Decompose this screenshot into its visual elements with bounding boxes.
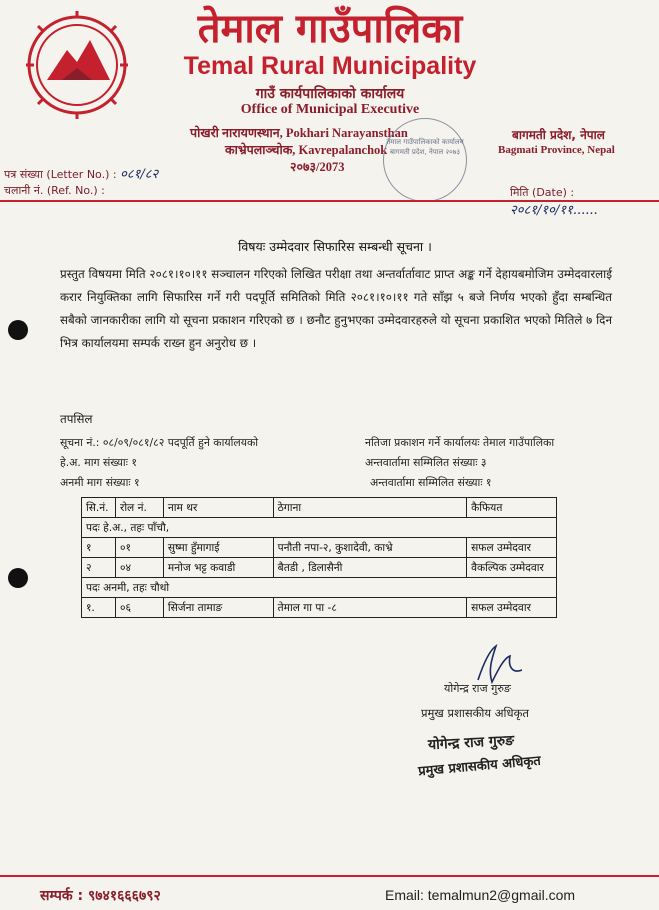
signatory-name: योगेन्द्र राज गुरुङ (444, 682, 511, 695)
stamp-text: तेमाल गाउँपालिकाको कार्यालय बागमती प्रदेश, नेपाल २०७३ (386, 138, 464, 156)
group-ha: पदः हे.अ., तहः पाँचौ, (82, 518, 557, 538)
municipality-title-english: Temal Rural Municipality (183, 52, 477, 80)
province-english: Bagmati Province, Nepal (498, 144, 615, 156)
date-value: २०८१/१०/११...... (510, 203, 598, 218)
result-publishing-office: नतिजा प्रकाशन गर्ने कार्यालयः तेमाल गाउँपालिका (365, 436, 555, 449)
established-year: २०७३/2073 (290, 160, 345, 174)
cell-serial: १. (82, 598, 116, 618)
group-anami: पदः अनमी, तहः चौथो (82, 578, 557, 598)
cell-serial: २ (82, 558, 116, 578)
cell-name: सिर्जना तामाङ (163, 598, 273, 618)
table-row (82, 538, 557, 558)
cell-address: पनौती नपा-२, कुशादेवी, काभ्रे (273, 538, 466, 558)
date-label: मिति (Date) : (510, 186, 575, 199)
footer-divider (0, 875, 659, 877)
cell-remarks: सफल उम्मेदवार (467, 538, 557, 558)
municipality-title-nepali: तेमाल गाउँपालिका (197, 5, 463, 52)
header-roll: रोल नं. (115, 498, 163, 518)
office-title-english: Office of Municipal Executive (240, 102, 420, 117)
header-remarks: कैफियत (467, 498, 557, 518)
candidate-table (81, 497, 557, 618)
subject-line: विषयः उम्मेदवार सिफारिस सम्बन्धी सूचना । (238, 239, 432, 254)
header-serial: सि.नं. (82, 498, 116, 518)
letter-number-label: पत्र संख्या (Letter No.) : (4, 168, 117, 181)
contact-number: सम्पर्क : ९७४१६६६७९२ (40, 888, 161, 904)
table-row (82, 598, 557, 618)
table-row (82, 558, 557, 578)
cell-name: मनोज भट्ट कवाडी (163, 558, 273, 578)
cell-address: बैतडी , डिलासैनी (273, 558, 466, 578)
office-seal-stamp (383, 118, 467, 202)
table-header-row (82, 498, 557, 518)
notice-body: प्रस्तुत विषयमा मिति २०८१।१०।११ सञ्चालन गरिएको लिखित परीक्षा तथा अन्तर्वार्तावाट प्राप्त अङ्क गर्ने देहायबमोजिम उम्मेदवारलाई करार नियुक्तिका लागि सिफारिस गर्ने गरी पदपूर्ति समितिको मिति २०८१।१०।११ गते साँझ ५ बजे निर्णय भएको हुँदा सम्बन्धित सबैको जानकारीका लागि यो सूचना प्रकाशन गरिएको छ । छनौट हुनुभएका उम्मेदवारहरुले यो सूचना प्रकाशित भएको मितिले ७ दिन भित्र कार्यालयमा सम्पर्क राख्न हुन अनुरोध छ । (60, 267, 612, 350)
cell-remarks: सफल उम्मेदवार (467, 598, 557, 618)
interview-count-anami: अन्तवार्तामा सम्मिलित संख्याः १ (370, 476, 492, 489)
cell-remarks: वैकल्पिक उम्मेदवार (467, 558, 557, 578)
cell-serial: १ (82, 538, 116, 558)
punch-hole-bottom (8, 568, 28, 588)
anami-demand-count: अनमी माग संख्याः १ (60, 476, 140, 489)
cell-name: सुष्मा हुँमागाई (163, 538, 273, 558)
header-name: नाम थर (163, 498, 273, 518)
address-line-2: काभ्रेपलाञ्चोक, Kavrepalanchok (225, 143, 388, 157)
letter-number (4, 164, 158, 182)
table-group-row (82, 518, 557, 538)
office-title-nepali: गाउँ कार्यपालिकाको कार्यालय (255, 86, 405, 102)
punch-hole-top (8, 320, 28, 340)
header-divider (0, 200, 659, 202)
contact-email: Email: temalmun2@gmail.com (385, 887, 576, 903)
table-group-row (82, 578, 557, 598)
cell-roll: ०६ (115, 598, 163, 618)
header-address: ठेगाना (273, 498, 466, 518)
cell-roll: ०४ (115, 558, 163, 578)
address-line-1: पोखरी नारायणस्थान, Pokhari Narayansthan (190, 126, 408, 140)
signature-stamp-designation: प्रमुख प्रशासकीय अधिकृत (417, 753, 542, 780)
ha-demand-count: हे.अ. माग संख्याः १ (60, 456, 137, 469)
reference-number-label: चलानी नं. (Ref. No.) : (4, 184, 105, 197)
details-heading: तपसिल (60, 412, 93, 426)
cell-roll: ०१ (115, 538, 163, 558)
interview-count-ha: अन्तवार्तामा सम्मिलित संख्याः ३ (365, 456, 487, 469)
signature-stamp-name: योगेन्द्र राज गुरुङ (427, 732, 515, 754)
signatory-designation: प्रमुख प्रशासकीय अधिकृत (421, 706, 529, 720)
cell-address: तेमाल गा पा -८ (273, 598, 466, 618)
letter-number-value: ०८१/८२ (120, 167, 159, 182)
reference-number (4, 183, 105, 198)
notice-number: सूचना नं.: ०८/०९/०८१/८२ पदपूर्ति हुने कार्यालयको (60, 436, 259, 449)
municipality-logo (22, 10, 132, 120)
province-nepali: बागमती प्रदेश, नेपाल (512, 128, 605, 142)
